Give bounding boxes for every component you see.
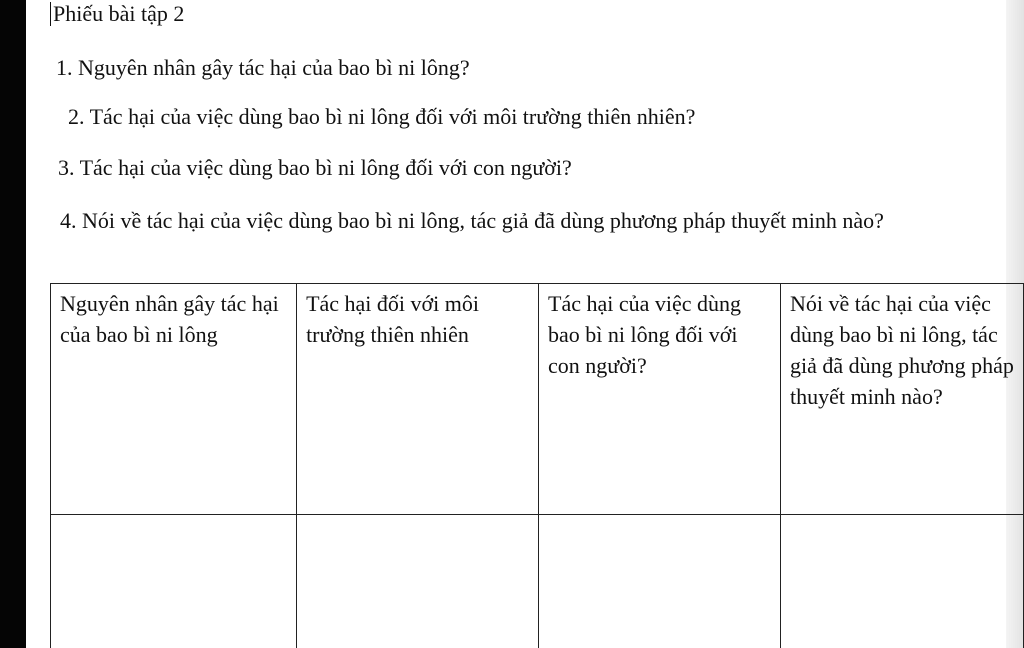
worksheet-document xyxy=(26,0,1014,648)
table-header-human-harm: Tác hại của việc dùng bao bì ni lông đối với con người? xyxy=(539,284,781,515)
left-dark-border xyxy=(0,0,26,648)
answer-cell-method[interactable] xyxy=(780,515,1023,648)
table-header-method: Nói về tác hại của việc dùng bao bì ni lông, tác giả đã dùng phương pháp thuyết minh nào? xyxy=(780,284,1023,515)
text-cursor xyxy=(50,2,51,26)
answer-table xyxy=(50,283,1024,648)
question-4: 4. Nói về tác hại của việc dùng bao bì ni lông, tác giả đã dùng phương pháp thuyết minh nào? xyxy=(60,208,884,233)
answer-cell-human-harm[interactable] xyxy=(539,515,781,648)
table-row xyxy=(51,515,1024,648)
table-header-environment-harm: Tác hại đối với môi trường thiên nhiên xyxy=(297,284,539,515)
question-1: 1. Nguyên nhân gây tác hại của bao bì ni lông? xyxy=(56,55,470,80)
table-header-cause: Nguyên nhân gây tác hại của bao bì ni lông xyxy=(51,284,297,515)
answer-cell-cause[interactable] xyxy=(51,515,297,648)
question-3: 3. Tác hại của việc dùng bao bì ni lông đối với con người? xyxy=(58,155,572,180)
worksheet-title: Phiếu bài tập 2 xyxy=(53,1,185,26)
question-2: 2. Tác hại của việc dùng bao bì ni lông đối với môi trường thiên nhiên? xyxy=(68,104,696,129)
answer-cell-environment-harm[interactable] xyxy=(297,515,539,648)
table-header-row xyxy=(51,284,1024,515)
